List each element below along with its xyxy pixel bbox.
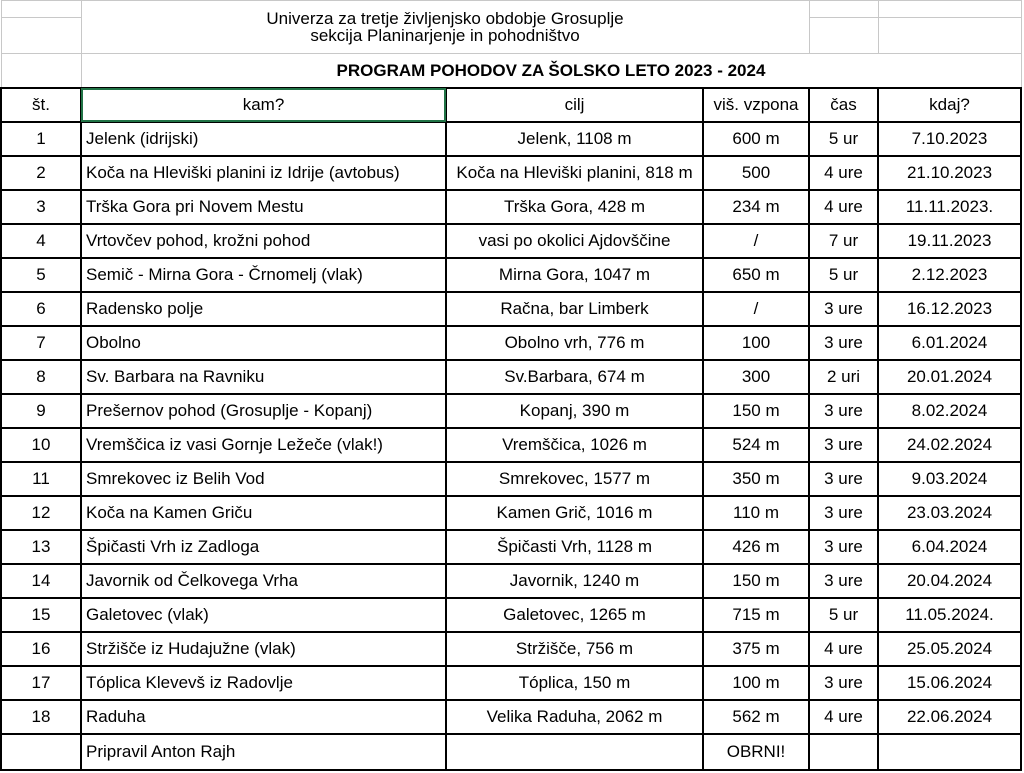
cell-destination[interactable]: Galetovec (vlak) (81, 598, 446, 632)
prepared-by[interactable]: Pripravil Anton Rajh (81, 734, 446, 770)
table-row (1, 258, 1021, 292)
cell-duration[interactable]: 4 ure (809, 156, 878, 190)
program-title-row (1, 54, 1021, 88)
table-row (1, 428, 1021, 462)
cell-destination[interactable]: Obolno (81, 326, 446, 360)
cell-destination[interactable]: Stržišče iz Hudajužne (vlak) (81, 632, 446, 666)
cell-elevation-gain[interactable]: 100 m (703, 666, 809, 700)
cell-duration[interactable]: 5 ur (809, 258, 878, 292)
cell-goal[interactable]: Račna, bar Limberk (446, 292, 703, 326)
program-title[interactable]: PROGRAM POHODOV ZA ŠOLSKO LETO 2023 - 2024 (81, 54, 1021, 88)
cell-elevation-gain[interactable]: 234 m (703, 190, 809, 224)
cell-date[interactable]: 16.12.2023 (878, 292, 1021, 326)
cell-destination[interactable]: Vrtovčev pohod, krožni pohod (81, 224, 446, 258)
cell-destination[interactable]: Koča na Kamen Griču (81, 496, 446, 530)
cell-goal[interactable]: Stržišče, 756 m (446, 632, 703, 666)
cell-date[interactable]: 20.01.2024 (878, 360, 1021, 394)
cell-date[interactable]: 6.01.2024 (878, 326, 1021, 360)
cell-date[interactable]: 11.05.2024. (878, 598, 1021, 632)
cell-number[interactable]: 17 (1, 666, 81, 700)
cell-elevation-gain[interactable]: 426 m (703, 530, 809, 564)
table-row (1, 666, 1021, 700)
cell-number[interactable]: 8 (1, 360, 81, 394)
cell-number[interactable]: 1 (1, 122, 81, 156)
cell-elevation-gain[interactable]: / (703, 224, 809, 258)
cell-goal[interactable]: vasi po okolici Ajdovščine (446, 224, 703, 258)
cell-destination[interactable]: Jelenk (idrijski) (81, 122, 446, 156)
col-header-cas[interactable]: čas (809, 88, 878, 122)
cell-blank[interactable] (809, 734, 878, 770)
cell-blank[interactable] (878, 734, 1021, 770)
cell-destination[interactable]: Smrekovec iz Belih Vod (81, 462, 446, 496)
cell-elevation-gain[interactable]: 150 m (703, 564, 809, 598)
col-header-kdaj[interactable]: kdaj? (878, 88, 1021, 122)
cell-date[interactable]: 11.11.2023. (878, 190, 1021, 224)
cell-duration[interactable]: 7 ur (809, 224, 878, 258)
cell-duration[interactable]: 5 ur (809, 122, 878, 156)
cell-goal[interactable]: Obolno vrh, 776 m (446, 326, 703, 360)
cell-elevation-gain[interactable]: 500 (703, 156, 809, 190)
cell-blank[interactable] (1, 18, 81, 54)
cell-goal[interactable]: Javornik, 1240 m (446, 564, 703, 598)
cell-blank[interactable] (878, 1, 1021, 18)
cell-number[interactable]: 5 (1, 258, 81, 292)
table-row (1, 462, 1021, 496)
turn-over-note[interactable]: OBRNI! (703, 734, 809, 770)
table-row (1, 190, 1021, 224)
cell-elevation-gain[interactable]: 650 m (703, 258, 809, 292)
column-header-row (1, 88, 1021, 122)
cell-duration[interactable]: 3 ure (809, 292, 878, 326)
cell-elevation-gain[interactable]: 100 (703, 326, 809, 360)
cell-goal[interactable]: Vremščica, 1026 m (446, 428, 703, 462)
table-row (1, 700, 1021, 734)
cell-number[interactable]: 10 (1, 428, 81, 462)
cell-duration[interactable]: 3 ure (809, 394, 878, 428)
cell-date[interactable]: 24.02.2024 (878, 428, 1021, 462)
cell-date[interactable]: 19.11.2023 (878, 224, 1021, 258)
table-row (1, 292, 1021, 326)
table-row (1, 156, 1021, 190)
col-header-cilj[interactable]: cilj (446, 88, 703, 122)
table-row (1, 496, 1021, 530)
cell-destination[interactable]: Semič - Mirna Gora - Črnomelj (vlak) (81, 258, 446, 292)
cell-goal[interactable]: Kopanj, 390 m (446, 394, 703, 428)
cell-destination[interactable]: Vremščica iz vasi Gornje Ležeče (vlak!) (81, 428, 446, 462)
cell-date[interactable]: 2.12.2023 (878, 258, 1021, 292)
cell-goal[interactable]: Jelenk, 1108 m (446, 122, 703, 156)
table-row (1, 598, 1021, 632)
cell-destination[interactable]: Raduha (81, 700, 446, 734)
cell-date[interactable]: 23.03.2024 (878, 496, 1021, 530)
cell-goal[interactable]: Mirna Gora, 1047 m (446, 258, 703, 292)
cell-duration[interactable]: 3 ure (809, 564, 878, 598)
cell-number[interactable]: 14 (1, 564, 81, 598)
cell-duration[interactable]: 3 ure (809, 462, 878, 496)
cell-date[interactable]: 7.10.2023 (878, 122, 1021, 156)
cell-date[interactable]: 20.04.2024 (878, 564, 1021, 598)
cell-duration[interactable]: 3 ure (809, 530, 878, 564)
cell-number[interactable]: 4 (1, 224, 81, 258)
col-header-kam[interactable]: kam? (81, 88, 446, 122)
cell-duration[interactable]: 4 ure (809, 190, 878, 224)
cell-date[interactable]: 8.02.2024 (878, 394, 1021, 428)
cell-blank[interactable] (809, 18, 878, 54)
cell-number[interactable]: 13 (1, 530, 81, 564)
cell-number[interactable]: 7 (1, 326, 81, 360)
cell-blank[interactable] (1, 734, 81, 770)
organization-name: Univerza za tretje življenjsko obdobje Grosuplje (266, 9, 624, 28)
cell-number[interactable]: 6 (1, 292, 81, 326)
cell-blank[interactable] (1, 1, 81, 18)
cell-elevation-gain[interactable]: 300 (703, 360, 809, 394)
cell-destination[interactable]: Trška Gora pri Novem Mestu (81, 190, 446, 224)
cell-goal[interactable]: Trška Gora, 428 m (446, 190, 703, 224)
section-name: sekcija Planinarjenje in pohodništvo (310, 26, 580, 45)
cell-number[interactable]: 11 (1, 462, 81, 496)
cell-elevation-gain[interactable]: 562 m (703, 700, 809, 734)
cell-duration[interactable]: 4 ure (809, 700, 878, 734)
cell-elevation-gain[interactable]: 150 m (703, 394, 809, 428)
cell-date[interactable]: 22.06.2024 (878, 700, 1021, 734)
cell-blank[interactable] (1, 54, 81, 88)
table-row (1, 326, 1021, 360)
cell-duration[interactable]: 2 uri (809, 360, 878, 394)
cell-duration[interactable]: 4 ure (809, 632, 878, 666)
cell-elevation-gain[interactable]: 524 m (703, 428, 809, 462)
cell-duration[interactable]: 3 ure (809, 326, 878, 360)
table-row (1, 122, 1021, 156)
cell-date[interactable]: 6.04.2024 (878, 530, 1021, 564)
table-row (1, 394, 1021, 428)
cell-number[interactable]: 9 (1, 394, 81, 428)
cell-number[interactable]: 12 (1, 496, 81, 530)
cell-duration[interactable]: 5 ur (809, 598, 878, 632)
table-row (1, 530, 1021, 564)
cell-elevation-gain[interactable]: 350 m (703, 462, 809, 496)
cell-destination[interactable]: Koča na Hleviški planini iz Idrije (avtobus) (81, 156, 446, 190)
cell-goal[interactable]: Koča na Hleviški planini, 818 m (446, 156, 703, 190)
cell-duration[interactable]: 3 ure (809, 496, 878, 530)
cell-number[interactable]: 18 (1, 700, 81, 734)
cell-elevation-gain[interactable]: 375 m (703, 632, 809, 666)
cell-number[interactable]: 16 (1, 632, 81, 666)
col-header-visina[interactable]: viš. vzpona (703, 88, 809, 122)
cell-goal[interactable]: Tóplica, 150 m (446, 666, 703, 700)
cell-destination[interactable]: Sv. Barbara na Ravniku (81, 360, 446, 394)
cell-date[interactable]: 21.10.2023 (878, 156, 1021, 190)
organization-title-cell[interactable] (81, 1, 809, 54)
cell-goal[interactable]: Špičasti Vrh, 1128 m (446, 530, 703, 564)
cell-number[interactable]: 2 (1, 156, 81, 190)
cell-number[interactable]: 15 (1, 598, 81, 632)
cell-duration[interactable]: 3 ure (809, 428, 878, 462)
cell-elevation-gain[interactable]: 110 m (703, 496, 809, 530)
cell-date[interactable]: 15.06.2024 (878, 666, 1021, 700)
table-row (1, 224, 1021, 258)
cell-destination[interactable]: Javornik od Čelkovega Vrha (81, 564, 446, 598)
col-header-st[interactable]: št. (1, 88, 81, 122)
cell-blank[interactable] (446, 734, 703, 770)
cell-goal[interactable]: Galetovec, 1265 m (446, 598, 703, 632)
cell-goal[interactable]: Sv.Barbara, 674 m (446, 360, 703, 394)
cell-elevation-gain[interactable]: 600 m (703, 122, 809, 156)
cell-destination[interactable]: Prešernov pohod (Grosuplje - Kopanj) (81, 394, 446, 428)
cell-elevation-gain[interactable]: / (703, 292, 809, 326)
cell-destination[interactable]: Radensko polje (81, 292, 446, 326)
cell-duration[interactable]: 3 ure (809, 666, 878, 700)
cell-elevation-gain[interactable]: 715 m (703, 598, 809, 632)
cell-blank[interactable] (878, 18, 1021, 54)
cell-number[interactable]: 3 (1, 190, 81, 224)
cell-goal[interactable]: Smrekovec, 1577 m (446, 462, 703, 496)
table-row (1, 632, 1021, 666)
cell-destination[interactable]: Špičasti Vrh iz Zadloga (81, 530, 446, 564)
header-row-1 (1, 1, 1021, 18)
cell-blank[interactable] (809, 1, 878, 18)
cell-destination[interactable]: Tóplica Klevevš iz Radovlje (81, 666, 446, 700)
cell-goal[interactable]: Velika Raduha, 2062 m (446, 700, 703, 734)
cell-date[interactable]: 9.03.2024 (878, 462, 1021, 496)
cell-date[interactable]: 25.05.2024 (878, 632, 1021, 666)
cell-goal[interactable]: Kamen Grič, 1016 m (446, 496, 703, 530)
footer-row (1, 734, 1021, 770)
table-row (1, 564, 1021, 598)
table-row (1, 360, 1021, 394)
